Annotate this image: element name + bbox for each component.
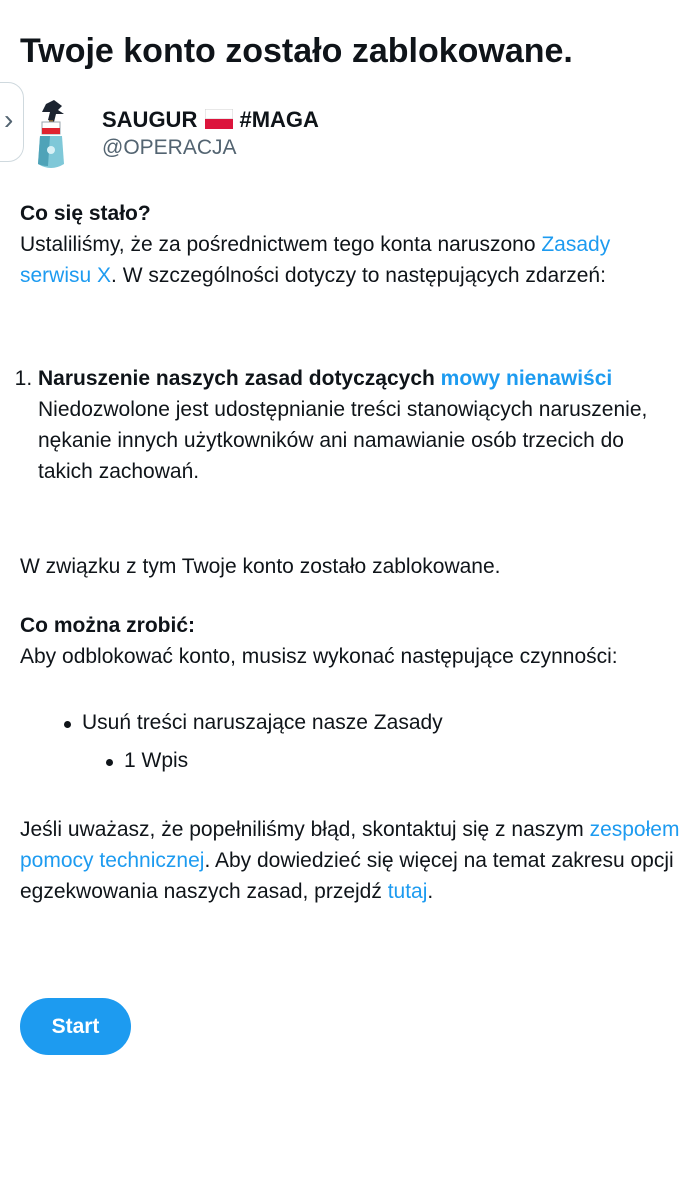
start-button[interactable]: Start (20, 998, 131, 1055)
what-happened-text: Ustaliliśmy, że za pośrednictwem tego konta naruszono Zasady serwisu X. W szczególności dotyczy to następujących zdarzeń: (20, 233, 611, 287)
rules-link[interactable]: Zasady serwisu X (20, 233, 611, 287)
avatar[interactable] (28, 100, 74, 172)
account-handle: @OPERACJA (102, 136, 237, 159)
violation-item: 1. Naruszenie naszych zasad dotyczących mowy nienawiści Niedozwolone jest udostępnianie treści stanowiących naruszenie, nękanie innych użytkowników ani namawianie osób trzecich do takich zachowań. (38, 363, 680, 487)
what-to-do-text: Aby odblokować konto, musisz wykonać następujące czynności: (20, 645, 618, 668)
chevron-right-icon: › (4, 104, 14, 135)
hate-speech-link[interactable]: mowy nienawiści (440, 367, 613, 390)
consequence-text: W związku z tym Twoje konto zostało zablokowane. (20, 555, 501, 578)
account-name: SAUGUR #MAGA (102, 107, 319, 132)
message-body (20, 198, 680, 907)
expand-tab[interactable] (0, 82, 24, 162)
violation-description: Niedozwolone jest udostępnianie treści stanowiących naruszenie, nękanie innych użytkowników ani namawianie osób trzecich do takich zachowań. (38, 398, 648, 483)
sub-steps-list (20, 742, 680, 780)
step-item: Usuń treści naruszające nasze Zasady (62, 704, 680, 742)
poland-flag-icon (205, 109, 233, 129)
support-team-link[interactable]: zespołem pomocy technicznej (20, 818, 680, 872)
what-to-do-heading: Co można zrobić: (20, 614, 196, 637)
violations-list (20, 363, 680, 487)
what-happened-heading: Co się stało? (20, 202, 151, 225)
steps-list (20, 704, 680, 742)
footer-text: Jeśli uważasz, że popełniliśmy błąd, skontaktuj się z naszym zespołem pomocy technicznej. Aby dowiedzieć się więcej na temat zakresu opcji egzekwowania naszych zasad, przejdź tutaj. (20, 818, 680, 903)
sub-step-item: 1 Wpis (104, 742, 680, 780)
learn-more-link[interactable]: tutaj (387, 880, 428, 903)
page-title: Twoje konto zostało zablokowane. (20, 32, 573, 70)
